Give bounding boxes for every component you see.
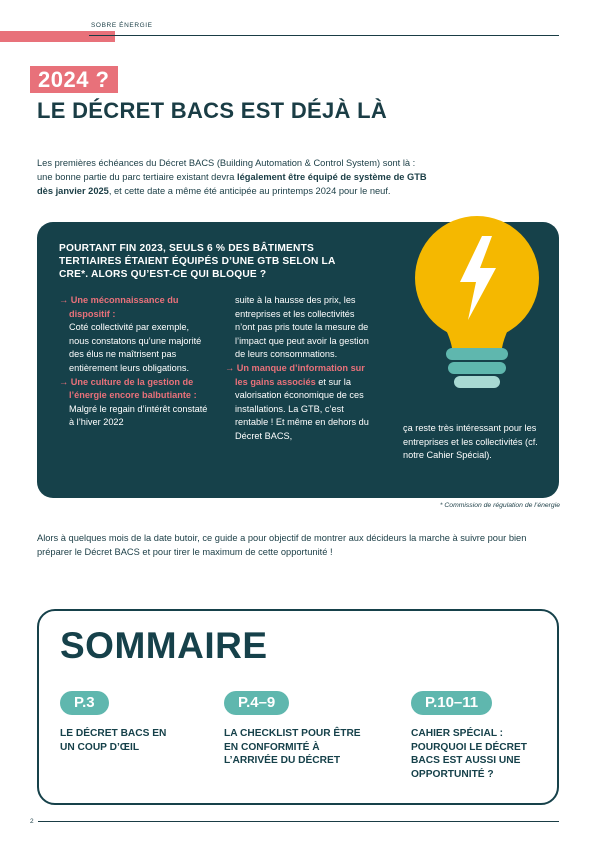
toc-page-pill[interactable]: P.4–9 bbox=[224, 691, 289, 715]
callout-column-2 bbox=[225, 294, 375, 444]
toc-item[interactable] bbox=[60, 691, 180, 754]
intro-line-2-prefix: une bonne partie du parc tertiaire existant devra bbox=[37, 172, 238, 182]
intro-paragraph bbox=[37, 156, 527, 198]
summary-box bbox=[37, 609, 559, 805]
point-2-title: Une culture de la gestion de l’énergie encore balbutiante : bbox=[69, 376, 197, 401]
toc-item[interactable] bbox=[411, 691, 551, 781]
point-2 bbox=[59, 376, 209, 430]
year-badge: 2024 ? bbox=[30, 66, 118, 93]
toc-item-text: CAHIER SPÉCIAL : POURQUOI LE DÉCRET BACS EST AUSSI UNE OPPORTUNITÉ ? bbox=[411, 728, 528, 780]
callout-column-3 bbox=[403, 422, 553, 463]
intro-line-3-suffix: , et cette date a même été anticipée au printemps 2024 pour le neuf. bbox=[108, 186, 391, 196]
summary-title: SOMMAIRE bbox=[60, 625, 268, 666]
point-3-body-a: et sur la valorisation économique de ces installations. La GTB, c’est rentable ! Et même en dehors du Décret BACS, bbox=[235, 376, 369, 441]
page-number: 2 bbox=[30, 818, 34, 825]
callout-box bbox=[37, 222, 559, 498]
intro-line-3-bold: dès janvier 2025 bbox=[37, 186, 109, 196]
toc-item[interactable] bbox=[224, 691, 374, 768]
section-label: SOBRE ÉNERGIE bbox=[91, 22, 153, 29]
callout-column-1 bbox=[59, 294, 209, 430]
toc-item-text: LE DÉCRET BACS EN UN COUP D’ŒIL bbox=[60, 728, 167, 753]
bulb-base-ring-3 bbox=[454, 376, 500, 388]
header-rule bbox=[89, 35, 559, 36]
point-1-title: Une méconnaissance du dispositif : bbox=[69, 295, 179, 319]
outro-paragraph: Alors à quelques mois de la date butoir, ce guide a pour objectif de montrer aux décideurs la marche à suivre pour bien préparer le Décret BACS et pour tirer le maximum de cette opportunité ! bbox=[37, 533, 527, 557]
toc-page-pill[interactable]: P.10–11 bbox=[411, 691, 492, 715]
callout-title: POURTANT FIN 2023, SEULS 6 % DES BÂTIMENTS TERTIAIRES ÉTAIENT ÉQUIPÉS D’UNE GTB SELON LA CRE*. ALORS QU’EST-CE QUI BLOQUE ? bbox=[59, 243, 336, 280]
lightbulb-icon bbox=[402, 208, 552, 398]
bulb-base-ring-2 bbox=[448, 362, 506, 374]
arrow-icon: → bbox=[59, 376, 69, 387]
toc-page-pill[interactable]: P.3 bbox=[60, 691, 109, 715]
footnote: * Commission de régulation de l’énergie bbox=[439, 502, 560, 509]
point-3-title: Un manque d’information sur les gains associés bbox=[235, 362, 365, 387]
point-2-body-a: Malgré le regain d’intérêt constaté à l’hiver 2022 bbox=[69, 403, 208, 428]
page-title: LE DÉCRET BACS EST DÉJÀ LÀ bbox=[37, 98, 388, 123]
toc-item-text: LA CHECKLIST POUR ÊTRE EN CONFORMITÉ À L’ARRIVÉE DU DÉCRET bbox=[224, 728, 361, 767]
arrow-icon: → bbox=[225, 362, 235, 373]
bulb-base-ring-1 bbox=[446, 348, 508, 360]
point-1 bbox=[59, 294, 209, 321]
intro-line-1: Les premières échéances du Décret BACS (Building Automation & Control System) sont là : bbox=[37, 158, 416, 168]
footer-rule bbox=[38, 821, 559, 822]
header-accent-bar bbox=[0, 31, 115, 42]
intro-line-2-bold: légalement être équipé de système de GTB bbox=[237, 172, 427, 182]
point-3-body-b: ça reste très intéressant pour les entreprises et les collectivités (cf. notre Cahier Spécial). bbox=[403, 423, 538, 461]
point-2-body-b: suite à la hausse des prix, les entreprises et les collectivités n’ont pas pris toute la mesure de l’impact que peut avoir la gestion de leurs consommations. bbox=[235, 295, 369, 360]
point-3 bbox=[225, 362, 375, 444]
bulb-neck bbox=[440, 318, 514, 348]
point-1-body: Coté collectivité par exemple, nous constatons qu’une majorité des élus ne maîtrisent pas entièrement leurs obligations. bbox=[69, 322, 202, 373]
arrow-icon: → bbox=[59, 295, 69, 305]
